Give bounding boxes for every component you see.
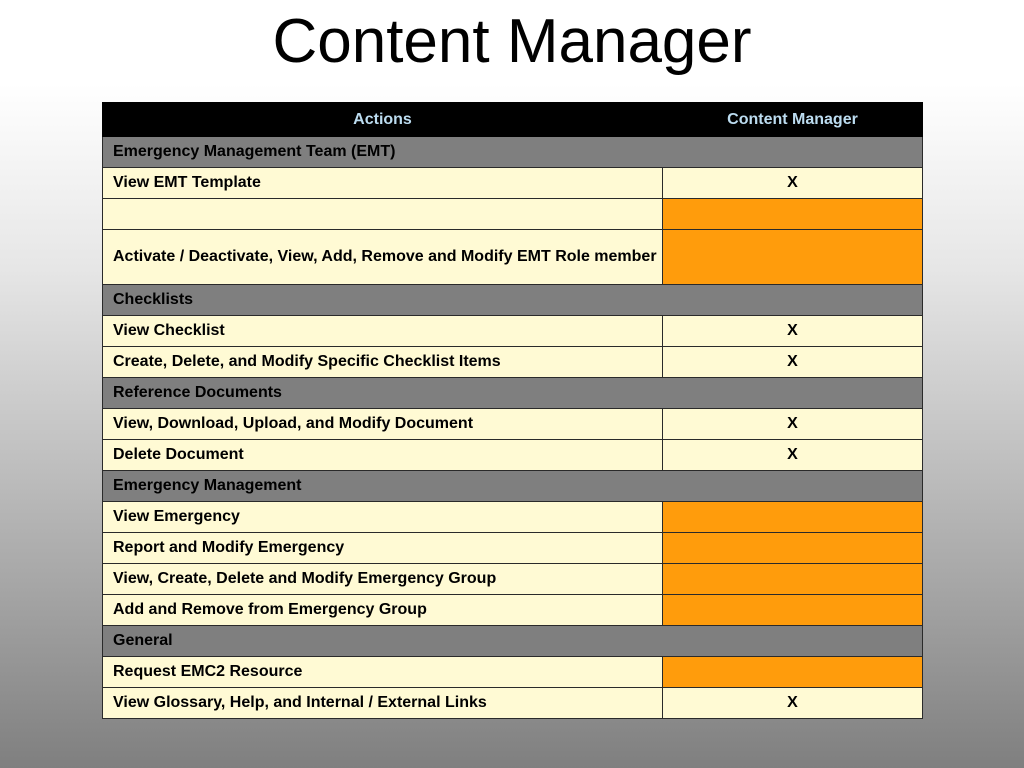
column-header-actions: Actions xyxy=(103,103,663,137)
table-row xyxy=(103,168,923,199)
page-title: Content Manager xyxy=(272,7,752,76)
table-header-row xyxy=(103,103,923,137)
action-label xyxy=(103,199,663,230)
table-row xyxy=(103,409,923,440)
table-row xyxy=(103,316,923,347)
permission-cell-highlighted xyxy=(663,230,923,285)
action-label: Delete Document xyxy=(103,440,663,471)
section-row xyxy=(103,471,923,502)
section-row xyxy=(103,626,923,657)
table-row xyxy=(103,688,923,719)
section-label: Reference Documents xyxy=(103,378,923,409)
permission-cell: X xyxy=(663,409,923,440)
permissions-table xyxy=(102,102,923,719)
action-label: View Checklist xyxy=(103,316,663,347)
table-row xyxy=(103,502,923,533)
section-row xyxy=(103,378,923,409)
permission-cell-highlighted xyxy=(663,502,923,533)
permission-cell-highlighted xyxy=(663,564,923,595)
table-row xyxy=(103,657,923,688)
permission-cell: X xyxy=(663,347,923,378)
permission-cell-highlighted xyxy=(663,657,923,688)
action-label: View EMT Template xyxy=(103,168,663,199)
table-row xyxy=(103,564,923,595)
table-body xyxy=(103,137,923,719)
section-row xyxy=(103,137,923,168)
permission-cell: X xyxy=(663,168,923,199)
action-label: Activate / Deactivate, View, Add, Remove and Modify EMT Role member xyxy=(103,230,663,285)
table-row xyxy=(103,533,923,564)
action-label: View, Download, Upload, and Modify Document xyxy=(103,409,663,440)
section-label: Checklists xyxy=(103,285,923,316)
permission-cell-highlighted xyxy=(663,533,923,564)
permission-cell: X xyxy=(663,440,923,471)
table-row xyxy=(103,199,923,230)
permission-cell: X xyxy=(663,316,923,347)
action-label: View Glossary, Help, and Internal / External Links xyxy=(103,688,663,719)
section-label: Emergency Management Team (EMT) xyxy=(103,137,923,168)
section-label: General xyxy=(103,626,923,657)
permission-cell: X xyxy=(663,688,923,719)
action-label: Report and Modify Emergency xyxy=(103,533,663,564)
section-label: Emergency Management xyxy=(103,471,923,502)
column-header-content-manager: Content Manager xyxy=(663,103,923,137)
table-row xyxy=(103,347,923,378)
section-row xyxy=(103,285,923,316)
action-label: Add and Remove from Emergency Group xyxy=(103,595,663,626)
table-row xyxy=(103,230,923,285)
action-label: Request EMC2 Resource xyxy=(103,657,663,688)
action-label: View Emergency xyxy=(103,502,663,533)
action-label: View, Create, Delete and Modify Emergency Group xyxy=(103,564,663,595)
table-row xyxy=(103,440,923,471)
permission-cell-highlighted xyxy=(663,595,923,626)
action-label: Create, Delete, and Modify Specific Checklist Items xyxy=(103,347,663,378)
table-row xyxy=(103,595,923,626)
permission-cell-highlighted xyxy=(663,199,923,230)
